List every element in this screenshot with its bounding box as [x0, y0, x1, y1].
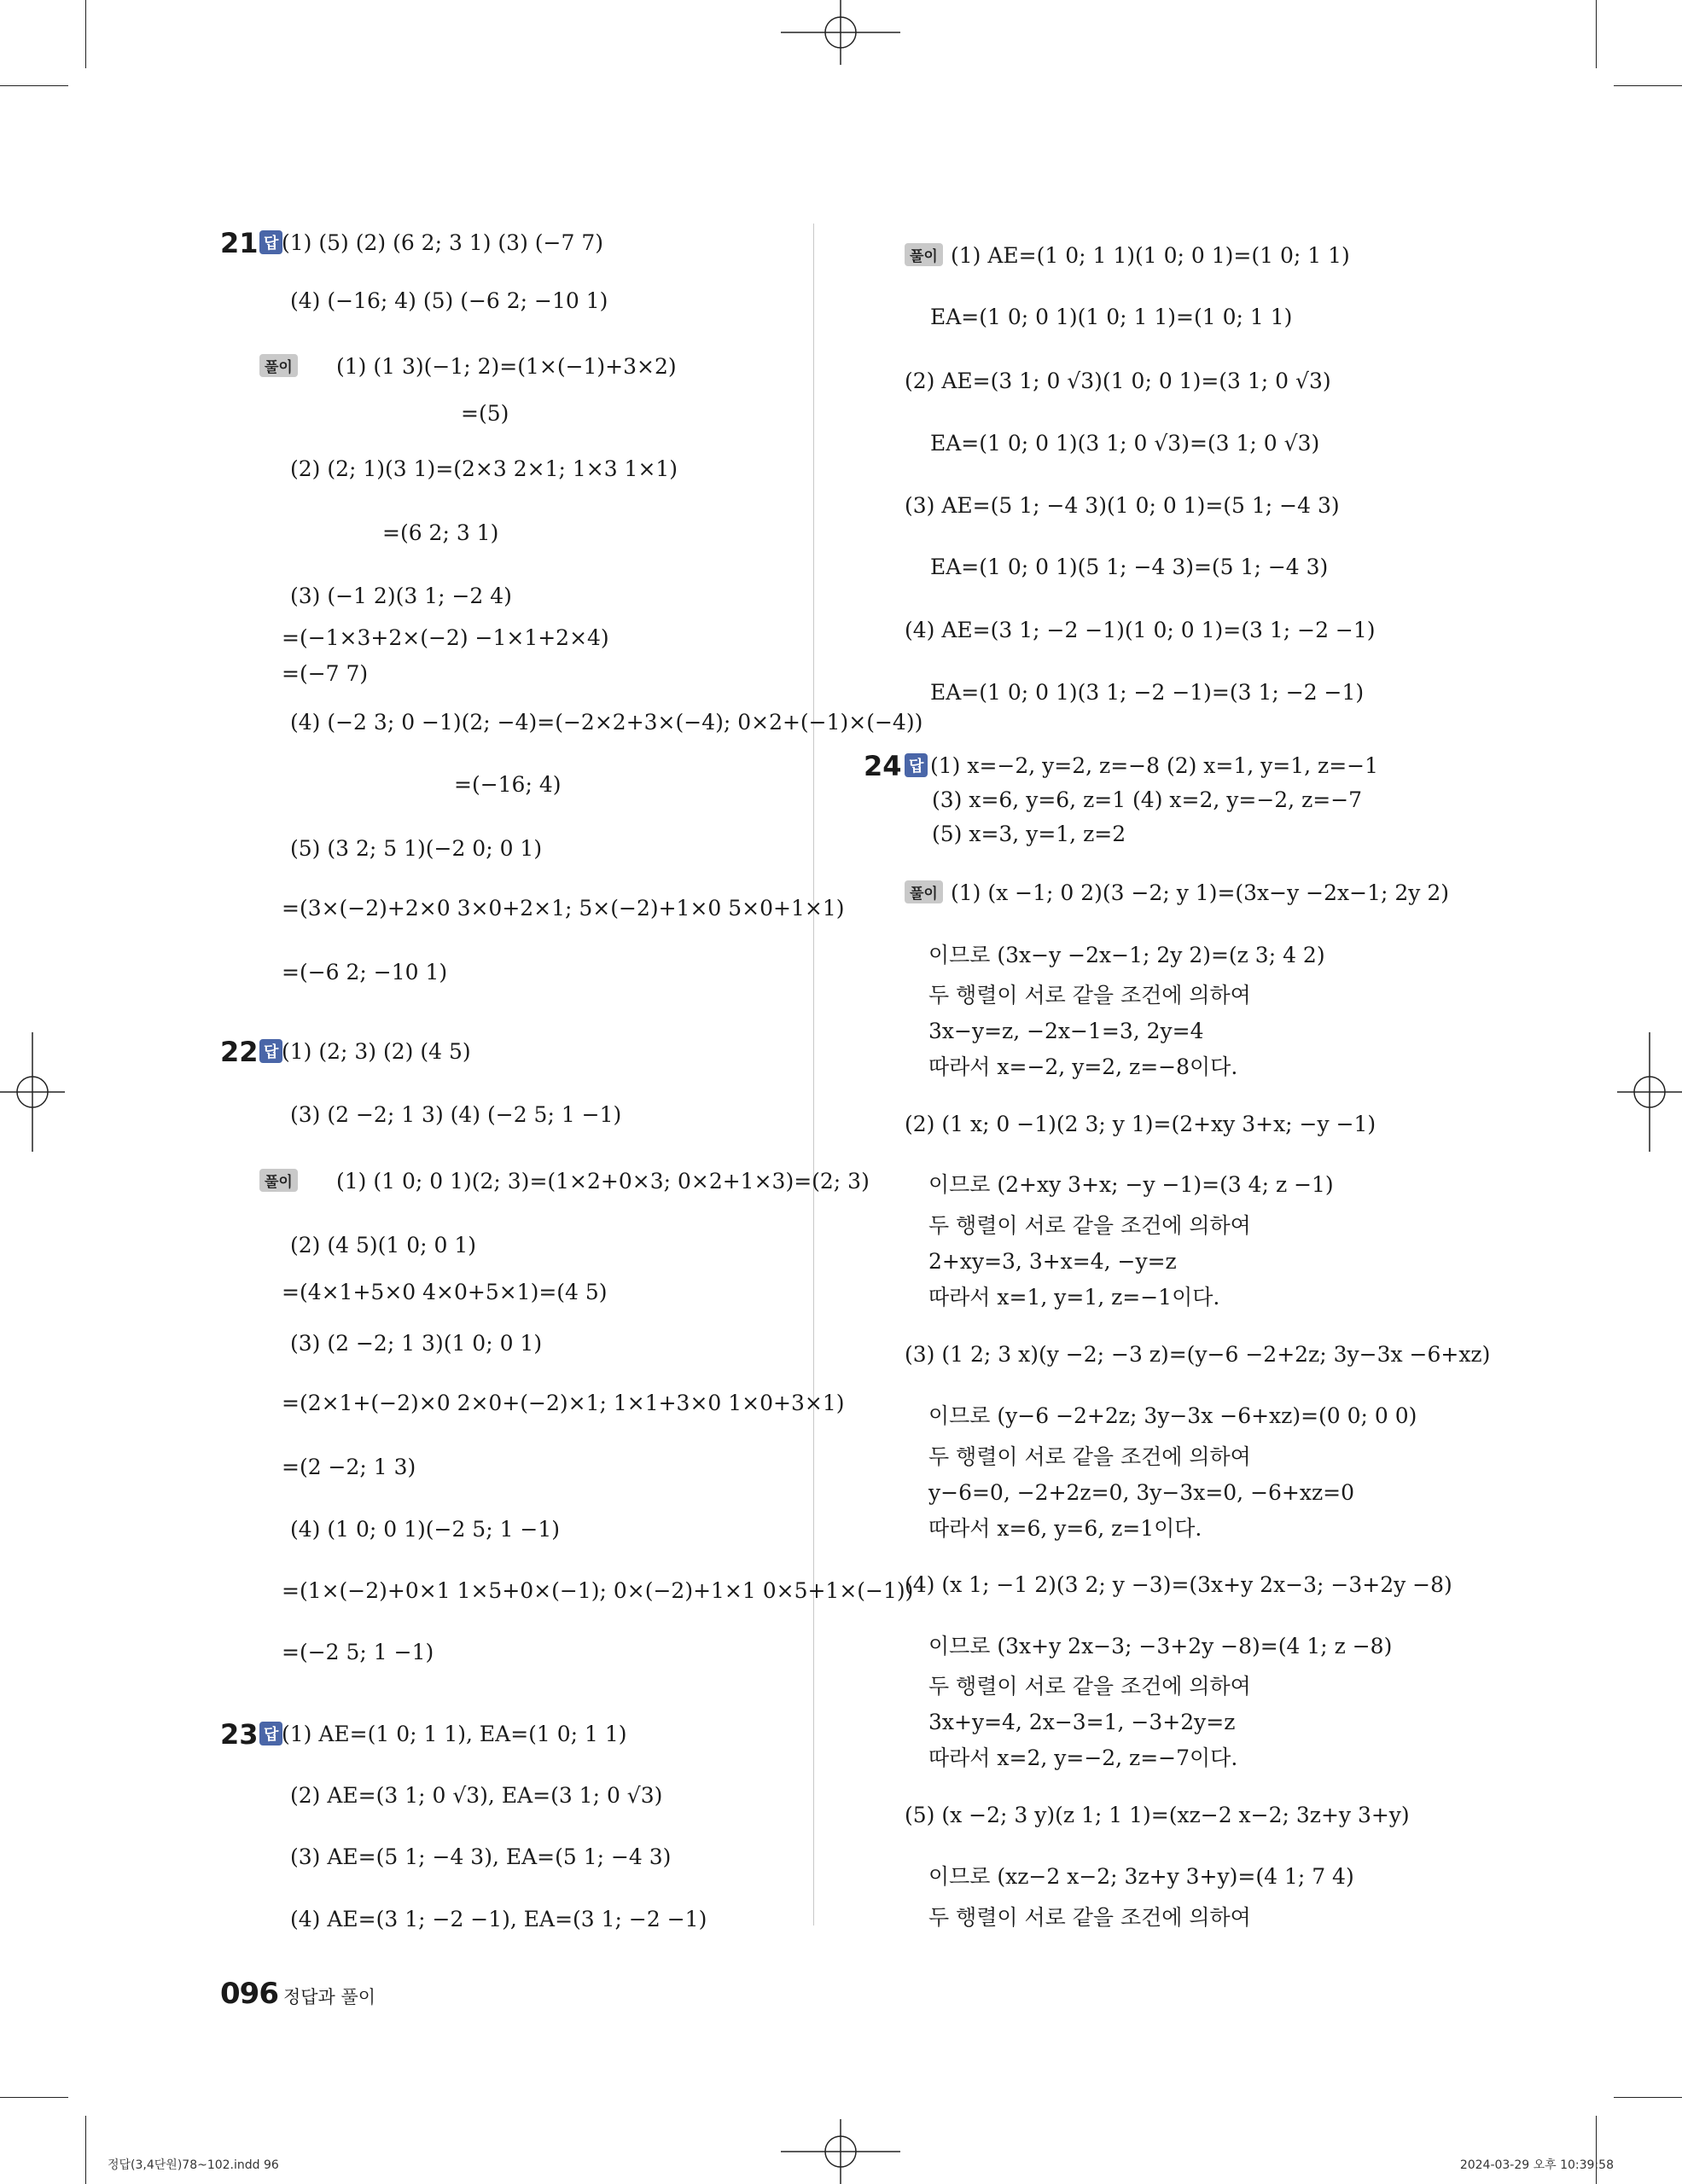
page-number-value: 096 — [220, 1977, 278, 2011]
crop-mark — [85, 0, 86, 68]
math-line: (1) x=−2, y=2, z=−8 (2) x=1, y=1, z=−1 — [930, 753, 1378, 778]
registration-mark-icon — [0, 1024, 68, 1160]
footer-file: 정답(3,4단원)78~102.indd 96 — [108, 2158, 279, 2172]
crop-mark — [1614, 85, 1682, 86]
math-line: 이므로 (3x−y −2x−1; 2y 2)=(z 3; 4 2) — [928, 943, 1325, 967]
problem-number: 21 — [220, 227, 259, 259]
math-line: =(−16; 4) — [454, 772, 562, 797]
math-line: (4) AE=(3 1; −2 −1), EA=(3 1; −2 −1) — [290, 1907, 707, 1931]
math-line: 따라서 x=−2, y=2, z=−8이다. — [928, 1054, 1238, 1079]
math-line: =(−6 2; −10 1) — [282, 960, 448, 985]
math-line: (1) (5) (2) (6 2; 3 1) (3) (−7 7) — [282, 230, 603, 255]
math-line: y−6=0, −2+2z=0, 3y−3x=0, −6+xz=0 — [928, 1480, 1354, 1505]
math-line: 이므로 (3x+y 2x−3; −3+2y −8)=(4 1; z −8) — [928, 1634, 1393, 1658]
math-line: (5) x=3, y=1, z=2 — [932, 822, 1126, 846]
solution-badge: 풀이 — [259, 354, 298, 377]
math-line: (4) (x 1; −1 2)(3 2; y −3)=(3x+y 2x−3; −3+2y −8) — [905, 1572, 1452, 1597]
math-line: (5) (3 2; 5 1)(−2 0; 0 1) — [290, 836, 543, 861]
answer-badge: 답 — [905, 753, 928, 777]
math-line: (4) AE=(3 1; −2 −1)(1 0; 0 1)=(3 1; −2 −1) — [905, 618, 1376, 642]
math-line: 따라서 x=6, y=6, z=1이다. — [928, 1516, 1202, 1541]
math-line: (1) (1 0; 0 1)(2; 3)=(1×2+0×3; 0×2+1×3)=(2; 3) — [336, 1169, 870, 1194]
crop-mark — [0, 85, 68, 86]
math-line: (3) (2 −2; 1 3)(1 0; 0 1) — [290, 1331, 543, 1356]
crop-mark — [1614, 2097, 1682, 2098]
math-line: (1) (1 3)(−1; 2)=(1×(−1)+3×2) — [336, 354, 677, 379]
registration-mark-icon — [1614, 1024, 1682, 1160]
math-line: 두 행렬이 서로 같을 조건에 의하여 — [928, 1444, 1251, 1469]
math-line: 두 행렬이 서로 같을 조건에 의하여 — [928, 1674, 1251, 1699]
crop-mark — [85, 2116, 86, 2184]
math-line: (3) (−1 2)(3 1; −2 4) — [290, 584, 512, 608]
math-line: (2) (4 5)(1 0; 0 1) — [290, 1233, 477, 1258]
math-line: =(5) — [461, 401, 509, 426]
math-line: 이므로 (2+xy 3+x; −y −1)=(3 4; z −1) — [928, 1172, 1334, 1197]
math-line: (2) (2; 1)(3 1)=(2×3 2×1; 1×3 1×1) — [290, 456, 678, 481]
math-line: 두 행렬이 서로 같을 조건에 의하여 — [928, 1213, 1251, 1238]
page-number — [220, 1977, 375, 2011]
column-divider — [813, 224, 814, 1926]
math-line: =(−2 5; 1 −1) — [282, 1640, 434, 1664]
math-line: 3x−y=z, −2x−1=3, 2y=4 — [928, 1019, 1204, 1043]
math-line: (4) (1 0; 0 1)(−2 5; 1 −1) — [290, 1517, 561, 1542]
math-line: (3) x=6, y=6, z=1 (4) x=2, y=−2, z=−7 — [932, 787, 1363, 812]
solution-badge: 풀이 — [905, 243, 943, 266]
math-line: 2+xy=3, 3+x=4, −y=z — [928, 1249, 1177, 1274]
answer-badge: 답 — [259, 230, 282, 254]
math-line: (5) (x −2; 3 y)(z 1; 1 1)=(xz−2 x−2; 3z+y 3+y) — [905, 1803, 1410, 1827]
math-line: 따라서 x=1, y=1, z=−1이다. — [928, 1285, 1220, 1310]
math-line: =(−7 7) — [282, 661, 369, 686]
problem-number: 22 — [220, 1036, 259, 1068]
crop-mark — [1596, 2116, 1597, 2184]
math-line: EA=(1 0; 0 1)(1 0; 1 1)=(1 0; 1 1) — [930, 305, 1293, 329]
page-section: 정답과 풀이 — [282, 1987, 376, 2007]
crop-mark — [0, 2097, 68, 2098]
math-line: (3) (1 2; 3 x)(y −2; −3 z)=(y−6 −2+2z; 3y−3x −6+xz) — [905, 1342, 1491, 1367]
math-line: (3) AE=(5 1; −4 3), EA=(5 1; −4 3) — [290, 1844, 672, 1869]
crop-mark — [1596, 0, 1597, 68]
math-line: =(2 −2; 1 3) — [282, 1455, 416, 1479]
math-line: 이므로 (xz−2 x−2; 3z+y 3+y)=(4 1; 7 4) — [928, 1864, 1354, 1889]
math-line: (4) (−16; 4) (5) (−6 2; −10 1) — [290, 288, 608, 313]
math-line: 이므로 (y−6 −2+2z; 3y−3x −6+xz)=(0 0; 0 0) — [928, 1403, 1417, 1428]
answer-badge: 답 — [259, 1722, 282, 1745]
math-line: (1) (x −1; 0 2)(3 −2; y 1)=(3x−y −2x−1; 2y 2) — [951, 880, 1449, 905]
math-line: 두 행렬이 서로 같을 조건에 의하여 — [928, 983, 1251, 1008]
math-line: EA=(1 0; 0 1)(3 1; 0 √3)=(3 1; 0 √3) — [930, 431, 1320, 456]
math-line: EA=(1 0; 0 1)(3 1; −2 −1)=(3 1; −2 −1) — [930, 680, 1365, 705]
math-line: (2) AE=(3 1; 0 √3), EA=(3 1; 0 √3) — [290, 1783, 663, 1808]
math-line: (4) (−2 3; 0 −1)(2; −4)=(−2×2+3×(−4); 0×2+(−1)×(−4)) — [290, 710, 923, 735]
footer-stamp: 2024-03-29 오후 10:39:58 — [1459, 2158, 1614, 2172]
math-line: 따라서 x=2, y=−2, z=−7이다. — [928, 1745, 1238, 1770]
answer-badge: 답 — [259, 1039, 282, 1063]
problem-number: 24 — [864, 750, 902, 782]
math-line: =(4×1+5×0 4×0+5×1)=(4 5) — [282, 1280, 608, 1304]
math-line: 3x+y=4, 2x−3=1, −3+2y=z — [928, 1710, 1236, 1734]
math-line: =(2×1+(−2)×0 2×0+(−2)×1; 1×1+3×0 1×0+3×1) — [282, 1391, 845, 1415]
math-line: =(1×(−2)+0×1 1×5+0×(−1); 0×(−2)+1×1 0×5+1×(−1)) — [282, 1578, 914, 1603]
math-line: (3) AE=(5 1; −4 3)(1 0; 0 1)=(5 1; −4 3) — [905, 493, 1340, 518]
solution-badge: 풀이 — [905, 880, 943, 903]
math-line: =(−1×3+2×(−2) −1×1+2×4) — [282, 625, 609, 650]
math-line: (1) AE=(1 0; 1 1)(1 0; 0 1)=(1 0; 1 1) — [951, 243, 1350, 268]
solution-badge: 풀이 — [259, 1169, 298, 1192]
math-line: (1) (2; 3) (2) (4 5) — [282, 1039, 471, 1064]
math-line: (3) (2 −2; 1 3) (4) (−2 5; 1 −1) — [290, 1102, 622, 1127]
registration-mark-icon — [772, 2116, 909, 2184]
math-line: (2) AE=(3 1; 0 √3)(1 0; 0 1)=(3 1; 0 √3) — [905, 369, 1331, 393]
registration-mark-icon — [772, 0, 909, 68]
math-line: =(6 2; 3 1) — [382, 520, 499, 545]
math-line: (1) AE=(1 0; 1 1), EA=(1 0; 1 1) — [282, 1722, 627, 1746]
math-line: 두 행렬이 서로 같을 조건에 의하여 — [928, 1905, 1251, 1930]
math-line: EA=(1 0; 0 1)(5 1; −4 3)=(5 1; −4 3) — [930, 555, 1329, 579]
math-line: (2) (1 x; 0 −1)(2 3; y 1)=(2+xy 3+x; −y −1) — [905, 1112, 1376, 1136]
math-line: =(3×(−2)+2×0 3×0+2×1; 5×(−2)+1×0 5×0+1×1) — [282, 896, 845, 921]
problem-number: 23 — [220, 1718, 259, 1751]
